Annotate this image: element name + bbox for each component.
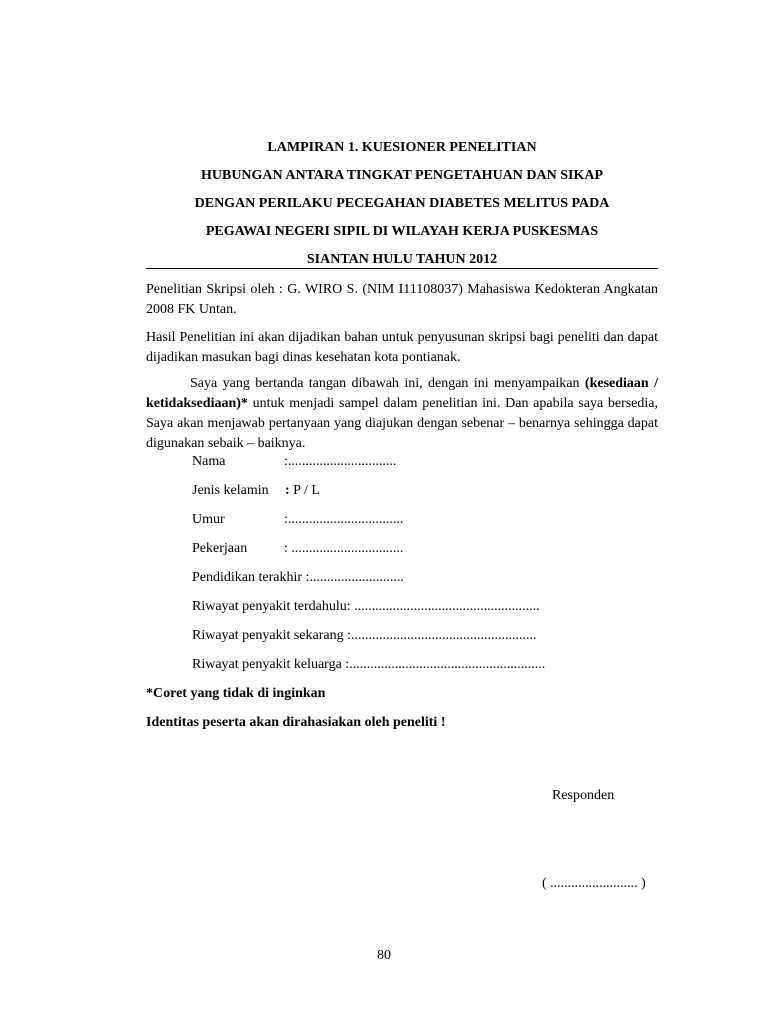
page-number: 80	[377, 948, 391, 963]
field-blank: :...............................	[284, 454, 397, 469]
field-label: Jenis kelamin	[192, 483, 269, 498]
note-strike-instruction: *Coret yang tidak di inginkan	[146, 686, 326, 701]
field-separator: :	[285, 483, 290, 498]
title-line: DENGAN PERILAKU PECEGAHAN DIABETES MELITUS PADA	[194, 196, 610, 211]
signature-line[interactable]: ( ......................... )	[542, 876, 646, 891]
consent-text-part2: untuk menjadi sampel dalam penelitian ini. Dan apabila saya bersedia, Saya akan menjawab pertanyaan yang diajukan dengan sebenar – benarnya sehingga dapat digunakan sebaik – baiknya.	[146, 396, 658, 451]
field-value	[285, 481, 320, 501]
field-riwayat-sekarang[interactable]	[192, 626, 537, 646]
field-text: Riwayat penyakit sekarang :.....................................................	[192, 628, 537, 643]
field-label: Nama	[192, 454, 226, 469]
consent-choice: (kesediaan / ketidaksediaan)*	[146, 376, 658, 411]
field-riwayat-terdahulu[interactable]	[192, 597, 540, 617]
field-text: Riwayat penyakit keluarga :........................................................	[192, 657, 546, 672]
field-text: Riwayat penyakit terdahulu: .....................................................	[192, 599, 540, 614]
field-nama[interactable]	[192, 452, 397, 472]
field-label: Umur	[192, 512, 225, 527]
field-umur[interactable]	[192, 510, 404, 530]
field-pekerjaan[interactable]	[192, 539, 404, 559]
field-text: Pendidikan terakhir :...........................	[192, 570, 404, 585]
title-line: LAMPIRAN 1. KUESIONER PENELITIAN	[267, 140, 537, 155]
consent-text-part1: Saya yang bertanda tangan dibawah ini, dengan ini menyampaikan	[190, 376, 585, 391]
title-divider	[146, 268, 658, 269]
field-blank: : ................................	[284, 541, 404, 556]
respondent-label: Responden	[552, 788, 615, 803]
title-line: HUBUNGAN ANTARA TINGKAT PENGETAHUAN DAN SIKAP	[200, 168, 604, 183]
field-blank: :.................................	[284, 512, 404, 527]
field-riwayat-keluarga[interactable]	[192, 655, 545, 675]
title-line: SIANTAN HULU TAHUN 2012	[306, 252, 498, 267]
document-title	[146, 134, 658, 274]
purpose-paragraph: Hasil Penelitian ini akan dijadikan bahan untuk penyusunan skripsi bagi peneliti dan dapat dijadikan masukan bagi dinas kesehatan kota pontianak.	[146, 330, 658, 365]
title-line: PEGAWAI NEGERI SIPIL DI WILAYAH KERJA PUSKESMAS	[205, 224, 599, 239]
consent-paragraph	[146, 374, 658, 454]
field-jenis-kelamin[interactable]	[192, 481, 320, 501]
field-pendidikan[interactable]	[192, 568, 404, 588]
note-confidentiality: Identitas peserta akan dirahasiakan oleh peneliti !	[146, 715, 446, 730]
gender-options: P / L	[289, 483, 320, 498]
field-label: Pekerjaan	[192, 541, 248, 556]
intro-paragraph: Penelitian Skripsi oleh : G. WIRO S. (NIM I11108037) Mahasiswa Kedokteran Angkatan 2008 FK Untan.	[146, 282, 658, 317]
